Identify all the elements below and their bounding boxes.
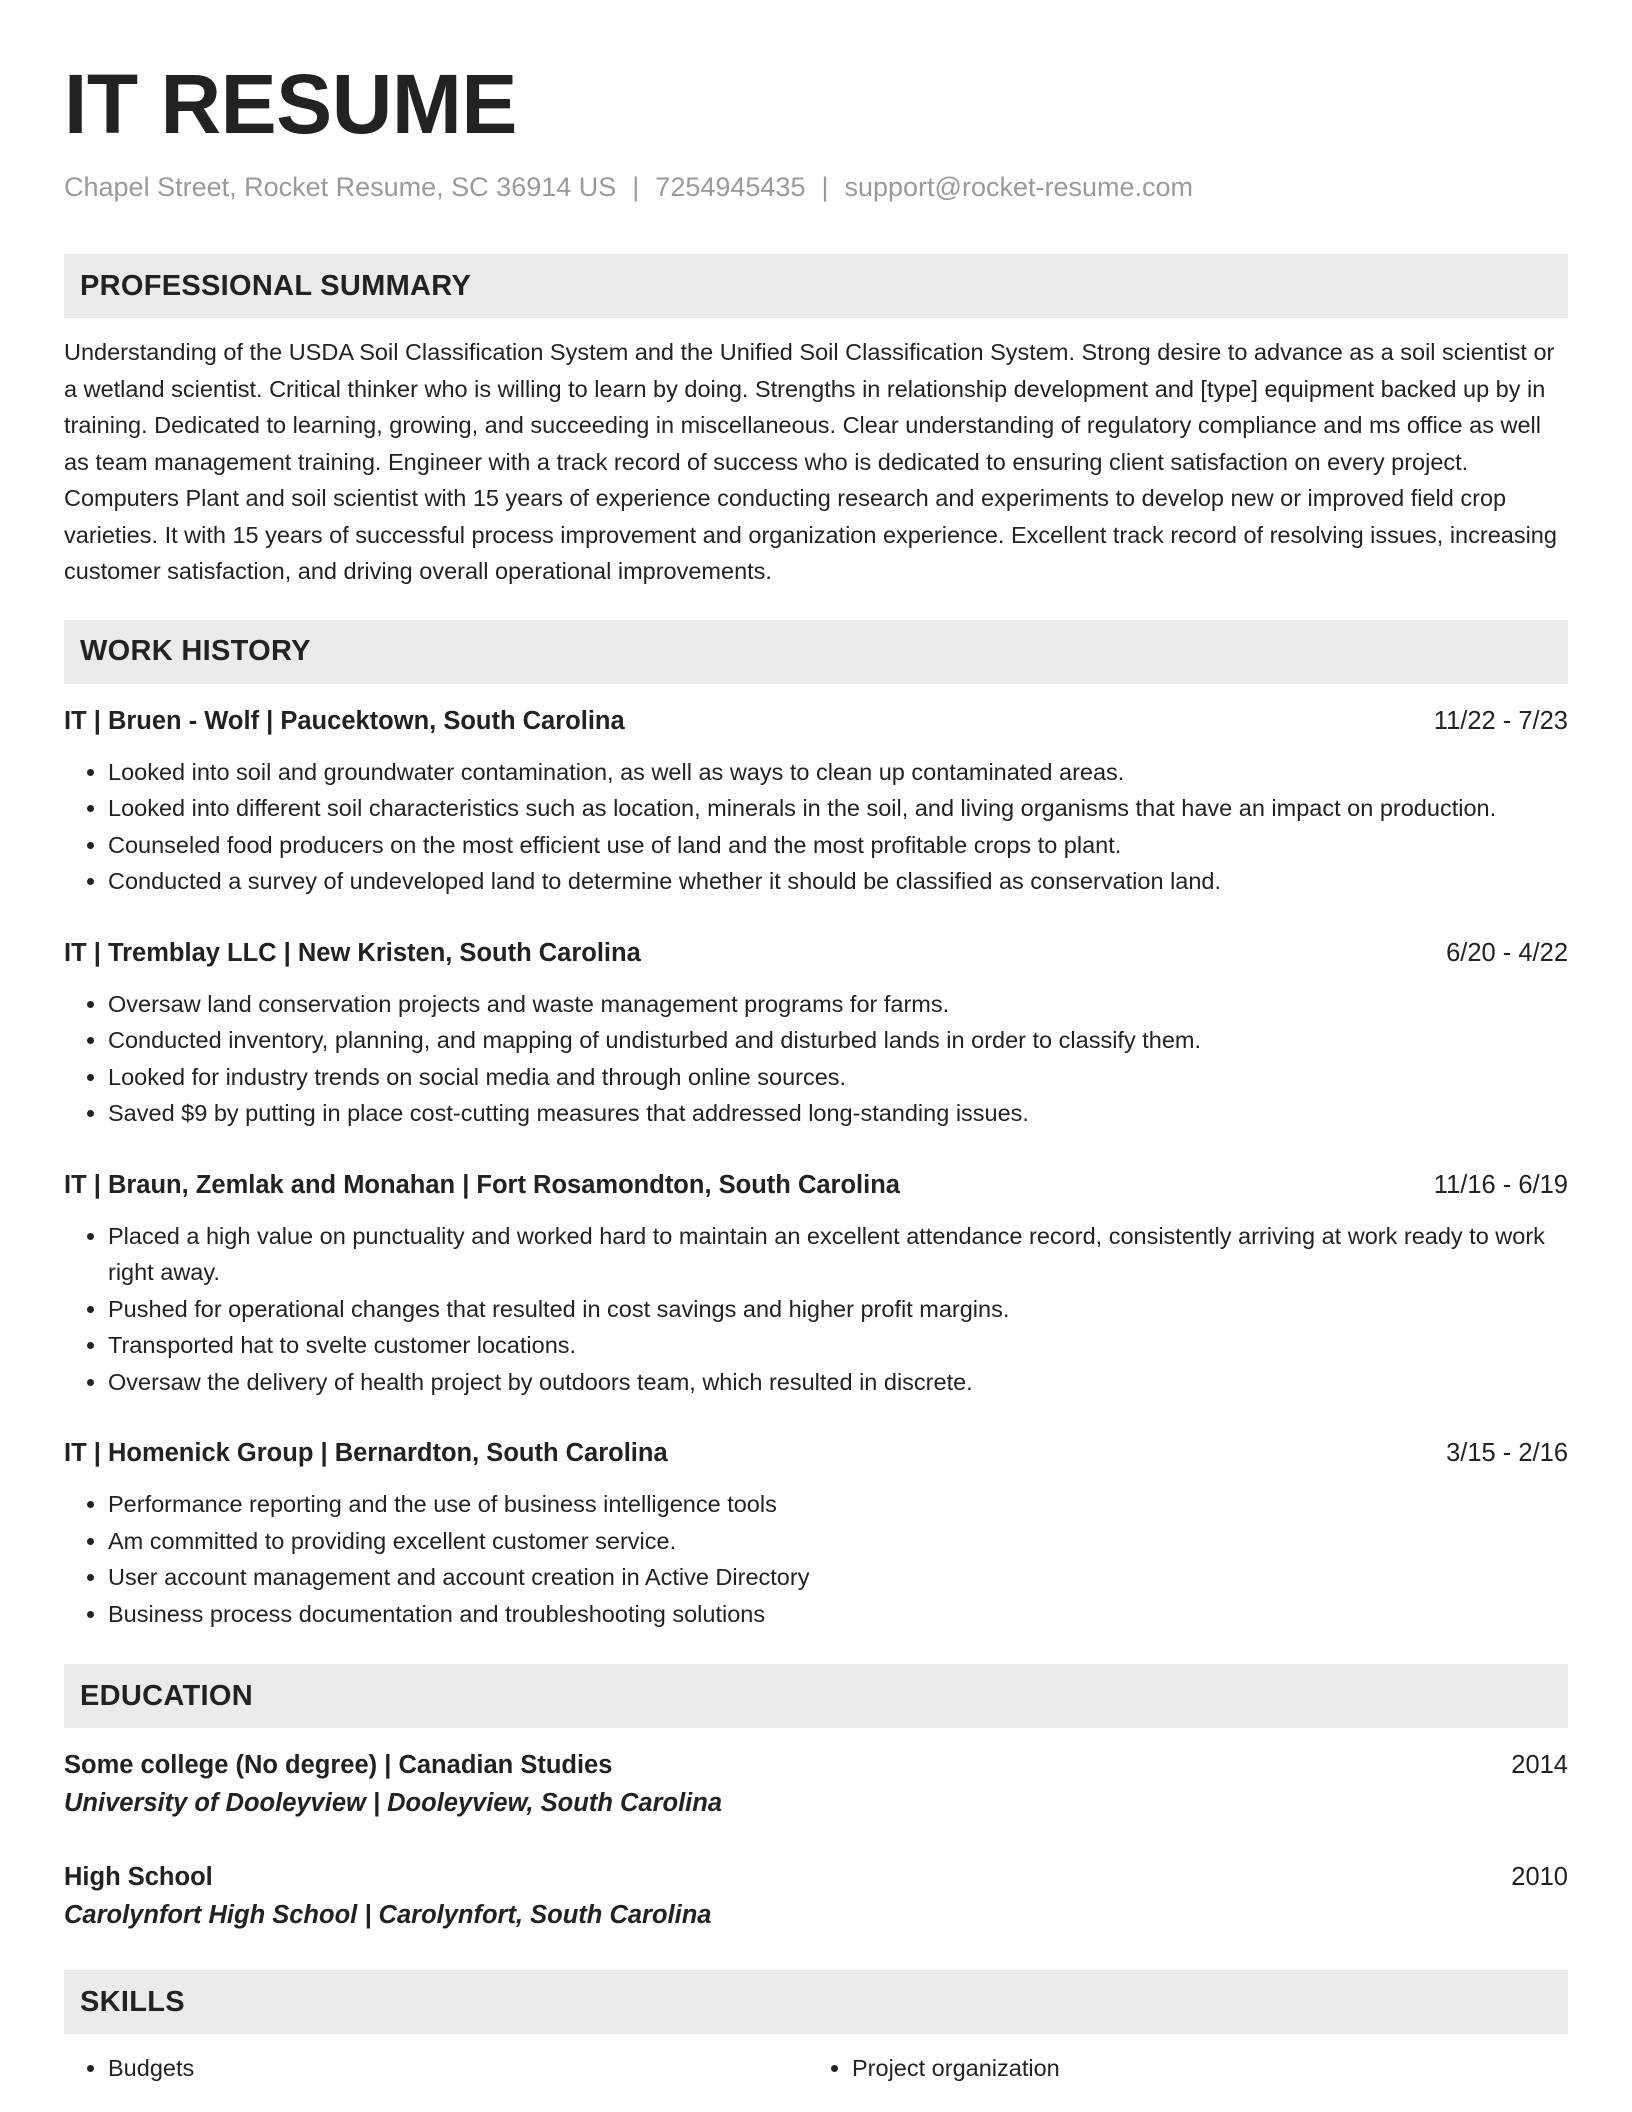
job-dates: 11/16 - 6/19 xyxy=(1433,1170,1568,1199)
education-entry xyxy=(64,1860,1568,1932)
education-school: University of Dooleyview | Dooleyview, South Carolina xyxy=(64,1789,723,1817)
job-title: IT | Bruen - Wolf | Paucektown, South Carolina xyxy=(64,706,625,735)
education-degree: Some college (No degree) | Canadian Studies xyxy=(64,1751,613,1779)
job-bullet: • Performance reporting and the use of business intelligence tools xyxy=(108,1486,1568,1523)
job-bullet: • Pushed for operational changes that resulted in cost savings and higher profit margins. xyxy=(108,1291,1568,1328)
job-title: IT | Braun, Zemlak and Monahan | Fort Rosamondton, South Carolina xyxy=(64,1170,900,1199)
job-title: IT | Homenick Group | Bernardton, South Carolina xyxy=(64,1439,668,1467)
education-year: 2010 xyxy=(1511,1863,1568,1891)
job-dates: 11/22 - 7/23 xyxy=(1433,706,1568,735)
job-dates: 3/15 - 2/16 xyxy=(1446,1439,1568,1467)
job-header xyxy=(64,936,1568,970)
job-bullet: • Am committed to providing excellent customer service. xyxy=(108,1523,1568,1560)
job-bullets xyxy=(64,986,1568,1132)
job-bullet: • User account management and account creation in Active Directory xyxy=(108,1559,1568,1596)
section-header-education: EDUCATION xyxy=(64,1664,1568,1728)
section-header-work-history: WORK HISTORY xyxy=(64,620,1568,684)
section-header-skills: SKILLS xyxy=(64,1970,1568,2034)
education-year: 2014 xyxy=(1511,1751,1568,1779)
education-school: Carolynfort High School | Carolynfort, South Carolina xyxy=(64,1901,712,1929)
contact-address: Chapel Street, Rocket Resume, SC 36914 US xyxy=(64,172,617,202)
job-bullet: • Business process documentation and troubleshooting solutions xyxy=(108,1596,1568,1633)
job-bullet: • Transported hat to svelte customer locations. xyxy=(108,1327,1568,1364)
skills-column-left xyxy=(64,2050,808,2087)
contact-separator: | xyxy=(632,172,640,202)
skills-column-right xyxy=(808,2050,1552,2087)
skill-item: • Project organization xyxy=(852,2050,1552,2087)
job-header xyxy=(64,704,1568,738)
contact-email: support@rocket-resume.com xyxy=(844,172,1194,202)
job-entry xyxy=(64,704,1568,900)
job-bullet: • Saved $9 by putting in place cost-cutting measures that addressed long-standing issues. xyxy=(108,1095,1568,1132)
job-bullet: • Oversaw the delivery of health project by outdoors team, which resulted in discrete. xyxy=(108,1364,1568,1401)
job-bullet: • Looked into different soil characteristics such as location, minerals in the soil, and living organisms that have an impact on production. xyxy=(108,790,1568,827)
job-entry xyxy=(64,936,1568,1132)
skills-list xyxy=(64,2050,1568,2087)
job-bullet: • Conducted inventory, planning, and mapping of undisturbed and disturbed lands in order to classify them. xyxy=(108,1022,1568,1059)
job-bullets xyxy=(64,1486,1568,1632)
job-dates: 6/20 - 4/22 xyxy=(1446,938,1568,967)
resume-name: IT RESUME xyxy=(64,57,517,151)
job-header xyxy=(64,1436,1568,1470)
education-header xyxy=(64,1860,1568,1894)
job-entry xyxy=(64,1436,1568,1632)
job-bullet: • Conducted a survey of undeveloped land to determine whether it should be classified as conservation land. xyxy=(108,863,1568,900)
job-title: IT | Tremblay LLC | New Kristen, South Carolina xyxy=(64,938,641,967)
job-header xyxy=(64,1168,1568,1202)
education-header xyxy=(64,1748,1568,1782)
job-bullet: • Counseled food producers on the most efficient use of land and the most profitable crops to plant. xyxy=(108,827,1568,864)
education-degree: High School xyxy=(64,1863,213,1891)
skill-item: • Budgets xyxy=(108,2050,808,2087)
contact-phone: 7254945435 xyxy=(655,172,806,202)
job-bullet: • Oversaw land conservation projects and waste management programs for farms. xyxy=(108,986,1568,1023)
job-entry xyxy=(64,1168,1568,1401)
contact-separator: | xyxy=(821,172,829,202)
section-header-summary: PROFESSIONAL SUMMARY xyxy=(64,254,1568,318)
job-bullets xyxy=(64,754,1568,900)
summary-text: Understanding of the USDA Soil Classification System and the Unified Soil Classification System. Strong desire to advance as a soil scientist or a wetland scientist. Critical thinker who is willing to learn by doing. Strengths in relationship development and [type] equipment backed up by in training. Dedicated to learning, growing, and succeeding in miscellaneous. Clear understanding of regulatory compliance and ms office as well as team management training. Engineer with a track record of success who is dedicated to ensuring client satisfaction on every project. Computers Plant and soil scientist with 15 years of experience conducting research and experiments to develop new or improved field crop varieties. It with 15 years of successful process improvement and organization experience. Excellent track record of resolving issues, increasing customer satisfaction, and driving overall operational improvements. xyxy=(64,339,1557,584)
job-bullet: • Looked for industry trends on social media and through online sources. xyxy=(108,1059,1568,1096)
education-entry xyxy=(64,1748,1568,1820)
job-bullet: • Looked into soil and groundwater contamination, as well as ways to clean up contaminated areas. xyxy=(108,754,1568,791)
job-bullet: • Placed a high value on punctuality and worked hard to maintain an excellent attendance record, consistently arriving at work ready to work right away. xyxy=(108,1218,1568,1291)
contact-line xyxy=(64,170,1568,204)
job-bullets xyxy=(64,1218,1568,1401)
